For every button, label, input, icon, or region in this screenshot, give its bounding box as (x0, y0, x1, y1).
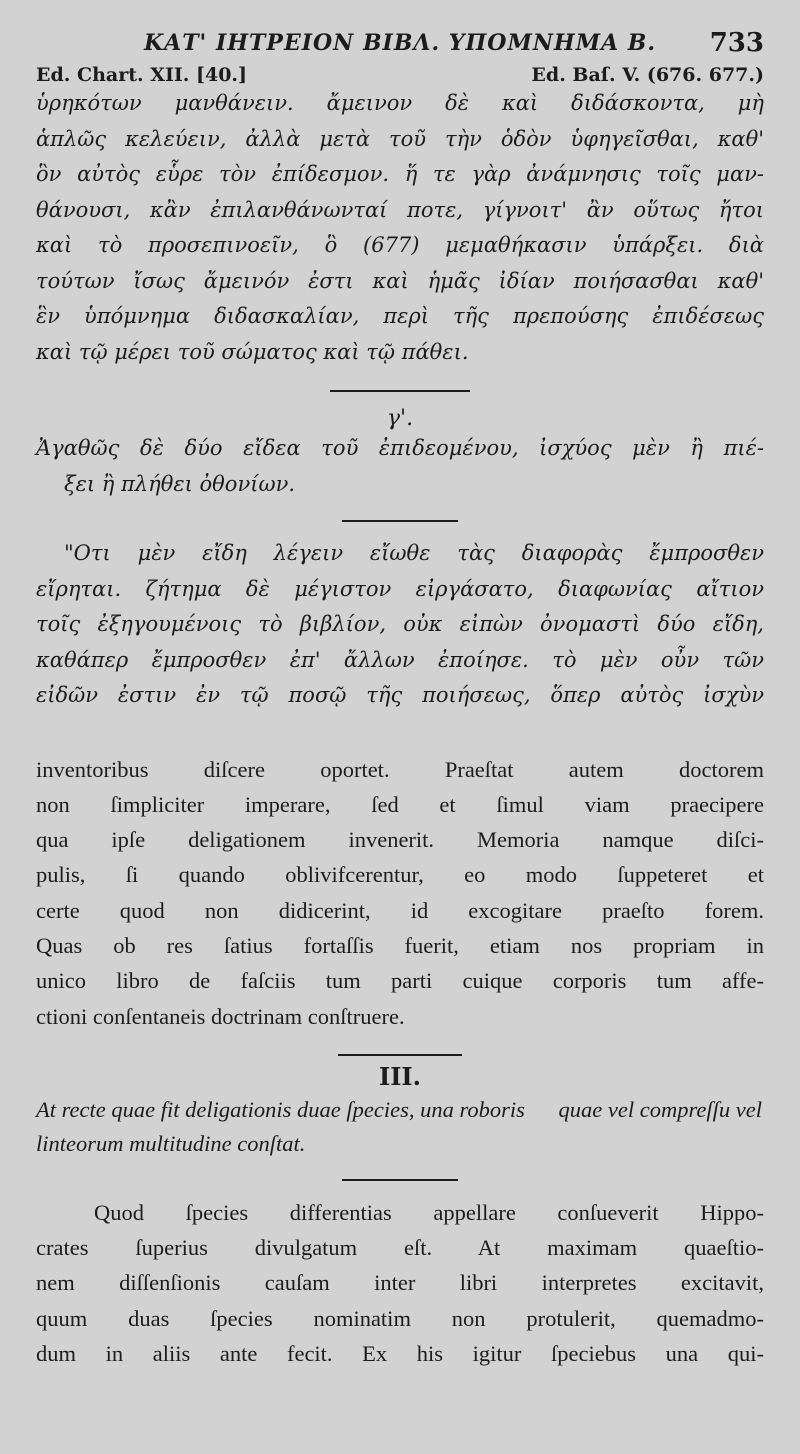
text-line: τοῖς ἐξηγουμένοις τὸ βιβλίον, οὐκ εἰπὼν ὀνομαστὶ δύο εἴδη, (36, 612, 764, 636)
text-line: ἓν ὑπόμνημα διδασκαλίαν, περὶ τῆς πρεπούσης ἐπιδέσεως (36, 304, 764, 328)
text-line: καὶ τὸ προσεπινοεῖν, ὃ (677) μεμαθήκασιν ὑπάρξει. διὰ (36, 233, 764, 257)
edition-line (36, 64, 764, 86)
text-line: Ἀγαθῶς δὲ δύο εἴδεα τοῦ ἐπιδεομένου, ἰσχύος μὲν ἢ πιέ- (36, 436, 764, 460)
edition-chartier: Ed. Chart. XII. [40.] (36, 64, 248, 86)
text-line: ctioni conſentaneis doctrinam conſtruere. (36, 1003, 405, 1029)
text-line: Quod ſpecies differentias appellare conſueverit Hippo- (94, 1199, 764, 1225)
text-line: ὑρηκότων μανθάνειν. ἄμεινον δὲ καὶ διδάσκοντα, μὴ (36, 91, 764, 115)
text-line: nem diſſenſionis cauſam inter libri interpretes excitavit, (36, 1270, 764, 1296)
greek-paragraph-1 (36, 86, 764, 370)
running-head (36, 26, 764, 66)
running-title: ΚΑΤ' ΙΗΤΡΕΙΟΝ ΒΙΒΛ. ΥΠΟΜΝΗΜΑ Β. (144, 30, 657, 56)
text-line: At recte quae fit deligationis duae ſpecies, una roboris (36, 1096, 525, 1122)
page-number: 733 (709, 28, 764, 58)
text-line: certe quod non didicerint, id excogitare praeſto forem. (36, 897, 764, 923)
greek-section-number: γ'. (386, 406, 414, 431)
text-line: inventoribus diſcere oportet. Praeſtat autem doctorem (36, 756, 764, 782)
section-divider (342, 1179, 458, 1181)
text-line: εἰδῶν ἐστιν ἐν τῷ ποσῷ τῆς ποιήσεως, ὅπερ αὐτὸς ἰσχὺν (36, 683, 764, 707)
text-line: crates ſuperius divulgatum eſt. At maximam quaeſtio- (36, 1235, 764, 1261)
text-line: θάνουσι, κἂν ἐπιλανθάνωνταί ποτε, γίγνοιτ' ἂν οὕτως ἤτοι (36, 197, 764, 222)
text-line: dum in aliis ante fecit. Ex his igitur ſpeciebus una qui- (36, 1341, 764, 1367)
text-line: unico libro de faſciis tum parti cuique corporis tum affe- (36, 968, 764, 994)
text-line: τούτων ἴσως ἄμεινόν ἐστι καὶ ἡμᾶς ἰδίαν ποιήσασθαι καθ' (36, 268, 764, 293)
latin-paragraph-1 (36, 752, 764, 1034)
column-gap (36, 714, 764, 752)
text-line: καθάπερ ἔμπροσθεν ἐπ' ἄλλων ἐποίησε. τὸ μὲν οὖν τῶν (36, 647, 764, 672)
edition-basel: Ed. Baſ. V. (676. 677.) (531, 64, 764, 86)
section-divider (342, 520, 458, 522)
text-line: ὃν αὐτὸς εὗρε τὸν ἐπίδεσμον. ἥ τε γὰρ ἀνάμνησις τοῖς μαν- (36, 162, 764, 186)
greek-lemma (36, 431, 764, 502)
text-line: quae vel compreſſu vel linteorum multitudine conſtat. (36, 1096, 762, 1156)
section-divider (330, 390, 470, 392)
latin-section-number: III. (378, 1061, 422, 1091)
section-divider (338, 1054, 462, 1056)
text-line: quum duas ſpecies nominatim non protulerit, quemadmo- (36, 1305, 764, 1331)
text-line: ἁπλῶς κελεύειν, ἀλλὰ μετὰ τοῦ τὴν ὁδὸν ὑφηγεῖσθαι, καθ' (36, 126, 764, 151)
text-line: "Οτι μὲν εἴδη λέγειν εἴωθε τὰς διαφορὰς ἔμπροσθεν (64, 541, 764, 565)
text-line: ξει ἢ πλήθει ὀθονίων. (64, 471, 296, 496)
text-line: non ſimpliciter imperare, ſed et ſimul viam praecipere (36, 791, 764, 817)
latin-paragraph-2 (36, 1195, 764, 1371)
text-line: pulis, ſi quando oblivifcerentur, eo modo ſuppeteret et (36, 862, 764, 888)
text-line: Quas ob res ſatius fortaſſis fuerit, etiam nos propriam in (36, 932, 764, 958)
latin-lemma (36, 1093, 764, 1161)
text-line: εἴρηται. ζήτημα δὲ μέγιστον εἰργάσατο, διαφωνίας αἴτιον (36, 576, 764, 601)
text-line: καὶ τῷ μέρει τοῦ σώματος καὶ τῷ πάθει. (36, 339, 469, 364)
text-line: qua ipſe deligationem invenerit. Memoria namque diſci- (36, 827, 764, 853)
greek-paragraph-2 (36, 536, 764, 714)
